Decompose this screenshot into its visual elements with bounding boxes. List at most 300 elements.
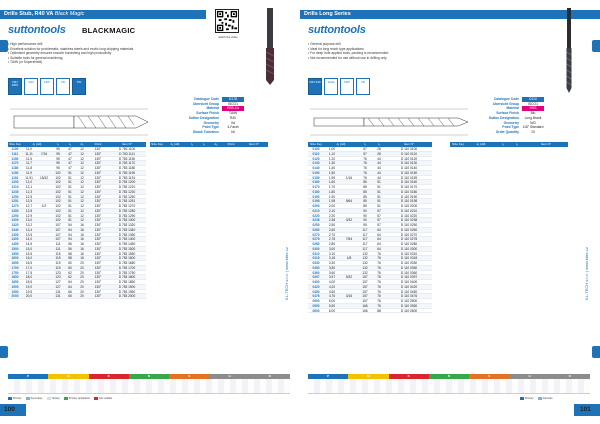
table-cell: 1450 xyxy=(11,242,19,246)
table-cell: 57 xyxy=(363,147,367,151)
table-cell: 66 xyxy=(68,289,72,294)
table-cell: 107 xyxy=(55,237,61,241)
table-cell: 11,91 xyxy=(25,175,33,180)
table-cell: 12 xyxy=(80,218,84,222)
table-cell: 2,38 xyxy=(328,218,336,222)
table-cell: 0330 xyxy=(312,261,320,265)
table-cell xyxy=(340,190,358,194)
table-cell: 2,20 xyxy=(328,213,336,218)
table-cell: 85 xyxy=(363,189,367,194)
table-cell: 12,7 xyxy=(25,204,33,208)
table-cell: 47 xyxy=(68,156,72,161)
table-cell: 47 xyxy=(68,166,72,170)
table-cell: 0198 xyxy=(312,199,320,203)
table-cell: 117 xyxy=(362,232,368,237)
table-cell: 14,5 xyxy=(25,242,33,246)
table-cell: D 783 1950 xyxy=(118,289,136,294)
table-cell: 51 xyxy=(68,180,72,184)
table-cell: 14,0 xyxy=(25,237,33,241)
table-cell: D 783 1191 xyxy=(118,175,136,180)
table-cell: D 783 1190 xyxy=(118,170,136,175)
table-cell xyxy=(340,228,358,232)
table-cell: 76 xyxy=(377,284,381,289)
table-cell: 1350 xyxy=(11,232,19,237)
table-cell: 0280 xyxy=(312,242,320,246)
table-cell: 130° xyxy=(94,204,102,208)
table-cell: D 783 1210 xyxy=(118,185,136,189)
table-cell: 130° xyxy=(94,151,102,156)
material-group-k: K xyxy=(389,374,429,379)
table-cell: D 110 0500 xyxy=(400,299,418,303)
table-cell: 0170 xyxy=(312,185,320,189)
qr-caption: watch the video xyxy=(218,35,238,39)
table-cell: 56 xyxy=(68,242,72,246)
table-cell: 90 xyxy=(363,218,367,222)
table-cell: 19,5 xyxy=(25,289,33,294)
table-cell: 1850 xyxy=(11,280,19,284)
table-cell: 20 xyxy=(80,289,84,294)
table-cell: 130° xyxy=(94,223,102,227)
table-cell: 1650 xyxy=(11,261,19,265)
table-cell: 130° xyxy=(94,275,102,279)
table-cell xyxy=(340,157,358,161)
table-cell: 102 xyxy=(55,175,61,180)
table-cell: D 783 1450 xyxy=(118,242,136,246)
table-cell: 0130 xyxy=(312,161,320,165)
material-group-n: N xyxy=(129,374,169,379)
table-cell: 0250 xyxy=(312,223,320,227)
table-cell: 0150 xyxy=(312,170,320,175)
table-cell: 130° xyxy=(94,185,102,189)
table-cell: 66 xyxy=(68,294,72,298)
right-header-bar xyxy=(300,10,600,19)
table-cell: 1,50 xyxy=(328,170,336,175)
table-cell: 57 xyxy=(363,151,367,156)
right-material-grid xyxy=(308,379,590,394)
table-cell: 12,9 xyxy=(25,213,33,218)
table-cell: 1400 xyxy=(11,237,19,241)
table-cell: 1320 xyxy=(11,223,19,227)
table-cell: 11,7 xyxy=(26,161,32,165)
table-cell: 54 xyxy=(68,227,72,232)
table-cell xyxy=(36,147,52,151)
table-cell: 1251 xyxy=(11,199,19,203)
table-cell: 7/64 xyxy=(345,237,353,241)
table-cell: 51 xyxy=(68,208,72,213)
table-cell: D 110 0238 xyxy=(400,218,418,222)
table-cell xyxy=(36,190,52,194)
table-cell: D 110 0110 xyxy=(400,151,417,156)
table-cell: 0100 xyxy=(312,147,320,151)
table-cell xyxy=(36,166,52,170)
table-cell xyxy=(340,252,358,256)
table-cell: 132 xyxy=(362,265,368,270)
left-size-table xyxy=(8,147,146,299)
table-cell xyxy=(340,290,358,294)
table-cell: D 783 1900 xyxy=(118,284,136,289)
table-cell: 107 xyxy=(55,223,61,227)
table-cell: D 783 1111 xyxy=(119,151,135,156)
table-cell: 51 xyxy=(68,199,72,203)
table-cell: 130° xyxy=(94,256,102,260)
table-cell: 2,10 xyxy=(328,208,336,213)
table-cell: 0350 xyxy=(312,265,320,270)
table-cell: 1,10 xyxy=(328,151,336,156)
table-cell: 2,50 xyxy=(328,223,336,227)
table-cell: D 110 0280 xyxy=(400,242,418,246)
table-cell: D 783 1600 xyxy=(118,256,136,260)
table-cell: 1,60 xyxy=(328,180,336,184)
table-cell: 3,00 xyxy=(328,246,336,251)
table-cell xyxy=(340,209,358,213)
left-spec-table: Catalogue Code D178 Ubersicht Group ISCO1 Material HSS-Co Surface Finish TiAlN Sutton Designation R40 Geometry VA Point Type 4-Facet Shank Tolerance h6 xyxy=(176,97,244,135)
table-cell: 76 xyxy=(363,175,367,180)
table-cell: 12,0 xyxy=(25,180,33,184)
table-cell: 51 xyxy=(68,218,72,222)
table-cell: 130° xyxy=(94,284,102,289)
table-cell: 4,50 xyxy=(328,289,336,294)
left-page-number: 100 xyxy=(4,406,15,413)
table-cell: 51 xyxy=(68,185,72,189)
table-cell: 1,98 xyxy=(328,199,336,203)
table-cell: 130° xyxy=(94,175,102,180)
table-cell: 1290 xyxy=(11,213,19,218)
table-cell: 2,00 xyxy=(328,204,336,208)
table-cell: 51 xyxy=(377,185,381,189)
table-cell xyxy=(36,261,52,265)
table-cell xyxy=(340,180,358,184)
table-cell: 157 xyxy=(362,275,368,279)
table-cell: 1900 xyxy=(11,284,19,289)
table-cell: 57 xyxy=(377,213,381,218)
table-cell: 16 xyxy=(80,242,84,246)
table-cell: D 110 0130 xyxy=(400,161,418,165)
table-cell: 88 xyxy=(377,308,381,313)
table-cell: 0400 xyxy=(312,280,320,284)
table-cell: D 783 1850 xyxy=(118,280,136,284)
table-cell xyxy=(340,266,358,270)
left-table-header-2: Size Key d₁ (dd) l₁ l₂ d₂ Point Item N° xyxy=(150,142,268,147)
table-cell: 76 xyxy=(377,294,381,298)
table-cell: 157 xyxy=(362,284,368,289)
table-cell: 51 xyxy=(68,204,72,208)
left-header-bar xyxy=(0,10,206,19)
table-cell: 1550 xyxy=(11,251,19,256)
table-cell xyxy=(340,171,358,175)
table-cell: 20 xyxy=(80,284,84,289)
table-cell: D 783 1750 xyxy=(118,270,136,275)
table-cell: 1/2 xyxy=(41,204,47,208)
table-cell: 157 xyxy=(362,294,368,298)
drill-photo-left xyxy=(256,6,284,86)
table-cell: 12 xyxy=(80,208,84,213)
table-cell: 16 xyxy=(80,223,84,227)
table-cell xyxy=(340,152,358,156)
table-cell: 2,78 xyxy=(328,237,336,241)
table-cell: 76 xyxy=(377,265,381,270)
table-cell: D 110 0270 xyxy=(400,232,418,237)
table-cell: 47 xyxy=(68,161,72,165)
table-cell: 1111 xyxy=(11,151,19,156)
table-cell xyxy=(340,304,358,308)
table-cell: 51 xyxy=(377,204,381,208)
table-cell: 16,0 xyxy=(25,256,33,260)
table-cell: 64 xyxy=(377,246,381,251)
table-cell: 15,5 xyxy=(25,251,33,256)
table-row xyxy=(308,309,432,314)
right-index-tab-2[interactable] xyxy=(592,346,600,358)
table-cell: 1500 xyxy=(11,246,19,251)
table-cell: 130° xyxy=(94,232,102,237)
table-cell: 12,1 xyxy=(25,185,33,189)
table-cell: 64 xyxy=(377,227,381,232)
table-cell: 15/32 xyxy=(40,175,48,180)
table-cell: 115 xyxy=(55,256,61,260)
table-cell: 1150 xyxy=(11,156,19,161)
table-cell: 0476 xyxy=(312,294,320,298)
table-cell xyxy=(36,228,52,232)
table-cell: 130° xyxy=(94,270,102,275)
table-cell: 16 xyxy=(80,251,84,256)
table-cell: 117 xyxy=(362,227,368,232)
table-cell: 107 xyxy=(55,227,61,232)
table-cell: 131 xyxy=(55,289,61,294)
table-cell: 13,0 xyxy=(25,218,33,222)
table-cell xyxy=(36,218,52,222)
table-cell: 102 xyxy=(55,180,61,184)
left-legend xyxy=(8,397,112,400)
table-cell: 115 xyxy=(55,251,61,256)
table-cell: 13,2 xyxy=(25,223,33,227)
table-cell xyxy=(36,247,52,251)
din-standard-icon: DIN 1897 xyxy=(8,78,22,95)
table-cell: 17,5 xyxy=(25,270,33,275)
table-cell: D 783 1150 xyxy=(118,156,136,161)
table-cell xyxy=(36,237,52,241)
drill-drawing-right xyxy=(308,105,473,139)
table-cell: 157 xyxy=(362,299,368,303)
table-cell: 1170 xyxy=(11,161,19,165)
table-cell: D 110 0250 xyxy=(400,223,418,227)
left-index-tab-2[interactable] xyxy=(0,346,8,358)
legend-item: Alternate xyxy=(538,397,553,400)
table-cell: D 110 0180 xyxy=(400,189,418,194)
brand-logo: suttontools xyxy=(8,24,66,36)
table-cell: D 110 0260 xyxy=(400,227,418,232)
table-cell: 102 xyxy=(55,199,61,203)
table-cell xyxy=(36,161,52,165)
table-cell: D 783 1550 xyxy=(118,251,136,256)
table-cell: 130° xyxy=(94,213,102,218)
table-cell: 11,8 xyxy=(26,166,32,170)
right-page-number: 101 xyxy=(580,406,591,413)
table-cell: 44 xyxy=(377,161,381,165)
table-cell: 76 xyxy=(363,156,367,161)
table-cell xyxy=(36,199,52,203)
table-cell: 16 xyxy=(80,246,84,251)
table-cell: 3,30 xyxy=(328,261,336,265)
table-cell: 57 xyxy=(377,208,381,213)
right-index-tab[interactable] xyxy=(592,40,600,52)
table-cell: 0140 xyxy=(312,166,320,170)
table-cell: 0160 xyxy=(312,180,320,184)
table-cell xyxy=(340,280,358,284)
table-cell: D 110 0190 xyxy=(400,194,418,199)
table-cell: 130° xyxy=(94,147,102,151)
table-cell: 20 xyxy=(80,265,84,270)
table-cell: 1,90 xyxy=(328,194,336,199)
table-cell xyxy=(340,214,358,218)
table-cell: D 110 0140 xyxy=(400,166,418,170)
table-cell xyxy=(340,166,358,170)
table-cell: 58 xyxy=(68,251,72,256)
table-cell: D 110 0330 xyxy=(400,261,418,265)
table-cell: 1,30 xyxy=(328,161,336,165)
table-cell: D 110 0300 xyxy=(400,246,418,251)
right-legend xyxy=(520,397,553,400)
table-cell xyxy=(340,309,358,313)
table-cell: D 783 1290 xyxy=(118,213,136,218)
table-cell: 12,3 xyxy=(25,189,33,194)
table-cell: 130° xyxy=(94,194,102,199)
table-cell xyxy=(36,294,52,298)
table-cell: 127 xyxy=(55,284,61,289)
qr-code-icon[interactable] xyxy=(215,9,239,33)
table-cell xyxy=(36,209,52,213)
table-cell: D 783 1251 xyxy=(118,199,136,203)
table-cell: 12 xyxy=(80,151,84,156)
material-group-p: P xyxy=(8,374,48,379)
table-cell xyxy=(340,299,358,303)
table-cell: 0200 xyxy=(312,204,320,208)
table-cell: 130° xyxy=(94,161,102,165)
table-cell: 1100 xyxy=(11,147,19,151)
table-cell: D 110 0397 xyxy=(400,275,418,279)
table-cell: 16 xyxy=(80,237,84,241)
table-cell: 123 xyxy=(55,270,61,275)
table-cell: 12 xyxy=(80,180,84,184)
table-cell: 76 xyxy=(377,270,381,275)
table-cell: 11,5 xyxy=(26,156,32,161)
length-ratio-icon-right: 12xD xyxy=(324,78,338,95)
table-cell: 20 xyxy=(80,294,84,298)
table-cell: 1191 xyxy=(11,175,19,180)
right-size-table xyxy=(308,147,432,313)
table-cell: 16 xyxy=(80,227,84,232)
table-cell: 12 xyxy=(80,166,84,170)
table-cell: D 110 0360 xyxy=(400,270,418,275)
black-magic-logo: BLACKMAGIC xyxy=(82,26,136,35)
table-cell: 20 xyxy=(80,270,84,275)
table-cell: 1210 xyxy=(11,185,19,189)
shank-tolerance-icon: h8 xyxy=(56,78,70,95)
table-cell: D 783 1500 xyxy=(118,246,136,251)
material-group-p: P xyxy=(308,374,348,379)
table-cell: D 110 0420 xyxy=(400,284,418,289)
table-cell: 12 xyxy=(80,185,84,189)
material-group-s: S xyxy=(469,374,509,379)
table-cell: 28 xyxy=(377,147,381,151)
table-cell: 28 xyxy=(377,151,381,156)
table-cell: D 783 1800 xyxy=(118,275,136,279)
table-cell: 6,00 xyxy=(328,308,336,313)
table-cell: 85 xyxy=(363,180,367,184)
table-cell: 1600 xyxy=(11,256,19,260)
table-cell: D 110 0120 xyxy=(400,156,418,161)
table-cell: 18,0 xyxy=(25,275,33,279)
left-index-tab[interactable] xyxy=(0,40,8,52)
table-cell: 20 xyxy=(80,280,84,284)
table-cell: D 110 0600 xyxy=(400,308,418,313)
table-cell: 166 xyxy=(362,308,368,313)
table-cell: 58 xyxy=(68,256,72,260)
table-cell xyxy=(340,233,358,237)
table-cell: 0180 xyxy=(312,189,320,194)
table-cell: 1250 xyxy=(11,194,19,199)
table-cell xyxy=(340,204,358,208)
table-cell: 1340 xyxy=(11,227,19,232)
table-cell: 102 xyxy=(55,170,61,175)
right-spec-table: Catalogue Code D110 Ubersicht Group ISCO1 Material HSS Surface Finish Blu Sutton Designation Long Brank Geometry N/D Point Type 118° Standard Order Quantity 10 xyxy=(488,97,544,134)
left-bullets: • High performance drill • Excellent solution for problematic, stainless steels and exotic long chipping materials • Optimised geometry ensures smooth burnishing and high productivity • Suitable tools for general machining • TiAlN (or Supershield) xyxy=(8,42,134,65)
table-cell xyxy=(36,171,52,175)
table-cell: 7/16 xyxy=(40,151,48,156)
table-cell xyxy=(340,247,358,251)
table-cell: 76 xyxy=(377,251,381,256)
table-cell: D 110 0220 xyxy=(400,213,418,218)
table-cell: 44 xyxy=(377,175,381,180)
table-cell: 102 xyxy=(55,218,61,222)
table-cell xyxy=(340,223,358,227)
table-cell: 76 xyxy=(377,256,381,260)
table-cell: 85 xyxy=(363,199,367,203)
table-cell: 51 xyxy=(68,194,72,199)
table-cell: 76 xyxy=(377,303,381,308)
table-cell: 60 xyxy=(68,265,72,270)
table-cell: D 110 0210 xyxy=(400,208,418,213)
table-cell: 54 xyxy=(68,232,72,237)
table-cell xyxy=(36,256,52,260)
left-table-header: Size Key d₁ (dd) l₁ l₂ d₂ Point Item N° xyxy=(8,142,146,147)
coating-icon: TiN xyxy=(72,78,86,95)
table-cell: 95 xyxy=(56,166,60,170)
table-cell: 11,0 xyxy=(26,147,32,151)
table-cell: 0190 xyxy=(312,194,320,199)
table-cell: 51 xyxy=(377,180,381,184)
table-cell: D 110 0476 xyxy=(400,294,418,298)
right-bullets: • General purpose drill • Ideal for long reach type applications • For deep hole applied tools, pecking is recommended • Not recommended for use without use in drilling only xyxy=(308,42,389,60)
table-cell: 3,10 xyxy=(328,251,336,256)
table-cell: 1,00 xyxy=(328,147,336,151)
table-cell: 12 xyxy=(80,199,84,203)
table-cell xyxy=(340,261,358,265)
table-cell: D 110 0160 xyxy=(400,180,418,184)
table-cell: 11,11 xyxy=(25,151,33,156)
table-cell: 117 xyxy=(362,242,368,246)
table-cell: 64 xyxy=(377,242,381,246)
right-table-header: Size Key d₁ (dd) l₁ l₂ Item N° xyxy=(308,142,432,147)
table-cell: 51 xyxy=(68,189,72,194)
table-cell: D 110 0450 xyxy=(400,289,418,294)
table-cell: 44 xyxy=(377,156,381,161)
table-cell: 95 xyxy=(56,151,60,156)
table-cell: 117 xyxy=(362,237,368,241)
table-cell: 0397 xyxy=(312,275,320,279)
table-cell: 18,5 xyxy=(25,280,33,284)
table-cell: 1230 xyxy=(11,189,19,194)
table-cell: 1,70 xyxy=(328,185,336,189)
table-cell: 17,0 xyxy=(25,265,33,270)
